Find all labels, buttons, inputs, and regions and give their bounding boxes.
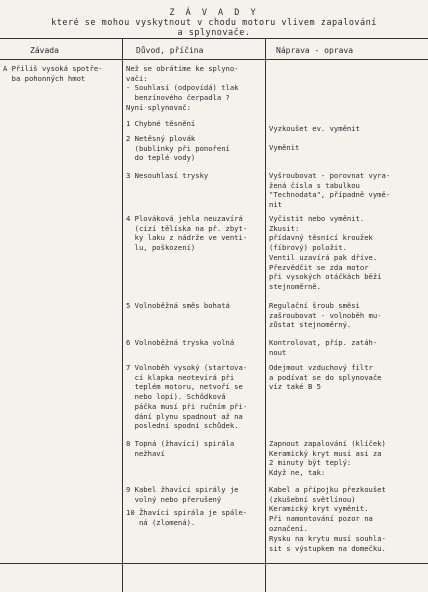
cause-cell-4: 4 Plováková jehla neuzavírá (cizí tělíska na př. zbyt- ky laku z nádrže ve venti- lu, poškození) (126, 214, 248, 253)
cause-cell-8: 8 Topná (žhavící) spirála nežhaví (126, 439, 235, 458)
fix-cell-5: Regulační šroub směsi zašroubovat - volnoběh mu- zůstat stejnoměrný. (269, 301, 382, 330)
fix-cell-4: Vyčistit nebo vyměnit. Zkusit: přídavný těsnící kroužek (fíbrový) položit. Ventil uzavírá pak dříve. Přezvědčit se zda motor při vysokých otáčkách běží stejnoměrně. (269, 214, 382, 291)
page-subtitle: které se mohou vyskytnout v chodu motoru vlivem zapalování (51, 18, 377, 28)
column-header-fix: Náprava - oprava (276, 46, 354, 55)
column-header-cause: Důvod, příčina (136, 46, 204, 55)
cause-cell-2: 2 Netěsný plovák (bublinky při ponoření do teplé vody) (126, 134, 230, 163)
fix-cell-1: Vyzkoušet ev. vyměnit Vyměnit (269, 124, 360, 153)
cause-cell-6: 6 Volnoběžná tryska volná (126, 338, 235, 347)
fix-cell-8: Zapnout zapalování (klíček) Keramický kryt musí asi za 2 minuty být teplý: Když ne, tak: (269, 439, 386, 478)
column-header-fault: Závada (30, 46, 59, 55)
cause-cell-9: 9 Kabel žhavící spirály je volný nebo přerušený (126, 485, 239, 504)
table-bottom-rule (0, 563, 428, 564)
column-divider-1 (122, 38, 123, 592)
fix-cell-10: Rysku na krytu musí souhla- sit s výstupkem na domečku. (269, 534, 386, 553)
header-rule (0, 59, 428, 60)
page-subtitle-2: a splynovače. (177, 28, 251, 38)
cause-cell-1: 1 Chybné těsnění (126, 119, 196, 128)
fix-cell-9: Kabel a přípojku přezkoušet (zkušební světlínou) Keramický kryt vyměnit. Při namontování pozor na označení. (269, 485, 386, 533)
column-divider-2 (265, 38, 266, 592)
cause-intro: Než se obrátíme ke splyno- vači: - Souhlasí (odpovídá) tlak benzínového čerpadla ? Nyní splynovač: (126, 64, 239, 112)
page-title: Z Á V A D Y (169, 8, 259, 18)
fix-cell-6: Kontrolovat, příp. zatáh- nout (269, 338, 378, 357)
fix-cell-7: Odejmout vzduchový filtr a podívat se do splynovače víz také B 5 (269, 363, 382, 392)
cause-cell-7: 7 Volnoběh vysoký (startova- cí klapka neotevírá při teplém motoru, netvoří se nebo lopí). Schôdková páčka musí při ručním při- dání plynu spadnout až na poslední spodní schůdek. (126, 363, 248, 431)
table-top-rule (0, 38, 428, 39)
cause-cell-3: 3 Nesouhlasí trysky (126, 171, 209, 180)
fix-cell-3: Vyšroubovat - porovnat vyra- žená čísla s tabulkou "Technodata", případně vymě- nit (269, 171, 391, 210)
cause-cell-10: 10 Žhavící spirála je spále- ná (zlomená). (126, 508, 248, 527)
fault-cell: A Příliš vysoká spotře- ba pohonných hmot (3, 64, 103, 83)
cause-cell-5: 5 Volnoběžná směs bohatá (126, 301, 230, 310)
